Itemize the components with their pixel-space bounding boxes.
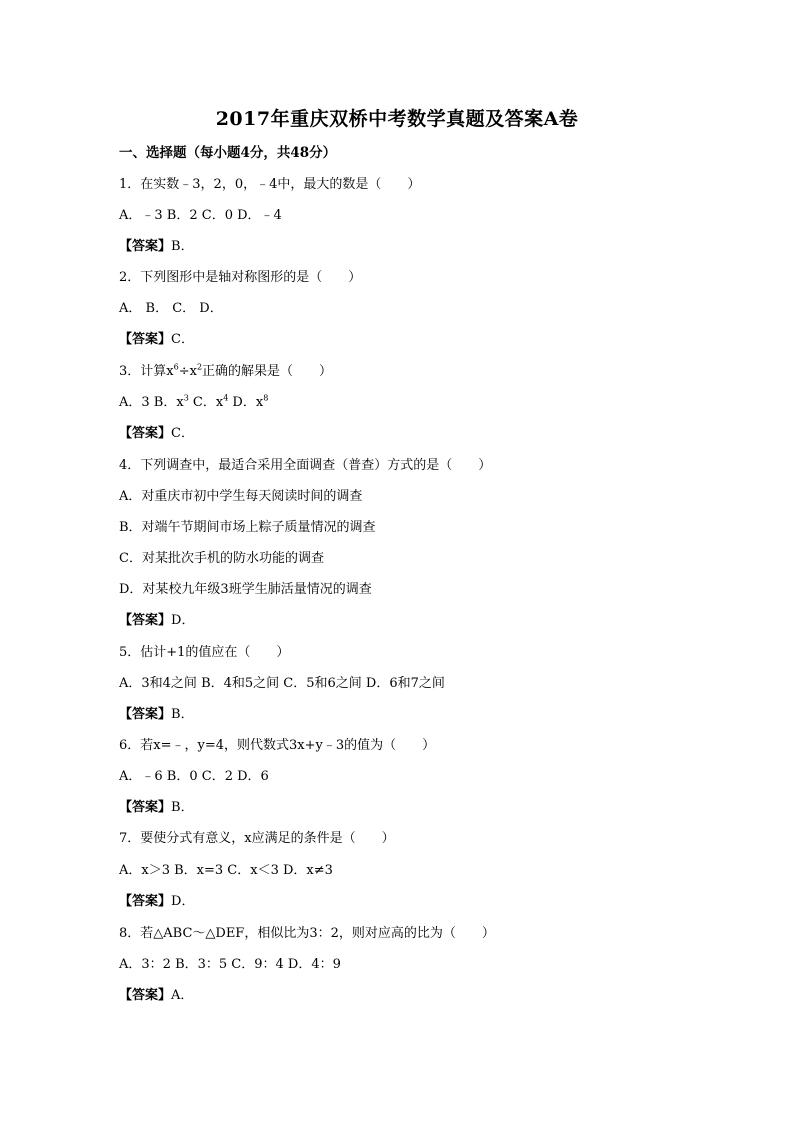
question-4-option-a: A．对重庆市初中学生每天阅读时间的调查	[119, 489, 363, 504]
question-8: 8．若△ABC～△DEF，相似比为3：2，则对应高的比为（ ）	[119, 926, 495, 941]
answer-value: A．	[171, 988, 194, 1003]
answer-label: 【答案】	[119, 894, 172, 909]
question-4: 4．下列调查中，最适合采用全面调查（普查）方式的是（ ）	[119, 458, 492, 473]
q3-opt-mid-2: D．x	[228, 395, 264, 410]
answer-label: 【答案】	[119, 800, 172, 815]
question-3	[119, 363, 332, 381]
answer-value: B．	[171, 800, 194, 815]
answer-label: 【答案】	[119, 613, 172, 628]
q3-opt-mid-1: C．x	[188, 395, 224, 410]
question-4-answer	[119, 612, 194, 630]
q3-exponent-2: 2	[196, 362, 203, 372]
question-6-options: A．﹣6 B．0 C．2 D．6	[119, 769, 269, 784]
answer-value: B．	[171, 707, 194, 722]
answer-value: B．	[171, 239, 194, 254]
document-title: 2017年重庆双桥中考数学真题及答案A卷	[215, 108, 579, 130]
question-4-option-c: C．对某批次手机的防水功能的调查	[119, 551, 324, 566]
section-header: 一、选择题（每小题4分，共48分）	[119, 145, 337, 161]
question-4-option-d: D．对某校九年级3班学生肺活量情况的调查	[119, 582, 372, 597]
question-1-answer	[119, 238, 194, 256]
question-4-option-b: B．对端午节期间市场上粽子质量情况的调查	[119, 520, 376, 535]
answer-value: D．	[171, 613, 195, 628]
answer-label: 【答案】	[119, 426, 172, 441]
question-5-options: A．3和4之间 B．4和5之间 C．5和6之间 D．6和7之间	[119, 676, 445, 691]
question-5-answer	[119, 706, 194, 724]
answer-value: D．	[171, 894, 195, 909]
answer-value: C．	[171, 332, 194, 347]
q3-opt-pre: A．3 B．x	[119, 395, 184, 410]
question-6-answer	[119, 799, 194, 817]
q3-opt-exp-3: 8	[263, 393, 269, 403]
q3-exponent-1: 6	[173, 362, 179, 372]
q3-text-pre: 3．计算x	[119, 364, 174, 379]
answer-value: C．	[171, 426, 194, 441]
answer-label: 【答案】	[119, 332, 172, 347]
answer-label: 【答案】	[119, 239, 172, 254]
answer-label: 【答案】	[119, 707, 172, 722]
question-5: 5．估计+1的值应在（ ）	[119, 645, 290, 660]
question-3-answer	[119, 425, 194, 443]
question-2: 2．下列图形中是轴对称图形的是（ ）	[119, 270, 362, 285]
question-8-options: A．3：2 B．3：5 C．9：4 D．4：9	[119, 957, 341, 972]
question-1-options: A．﹣3 B．2 C．0 D．﹣4	[119, 208, 282, 223]
question-2-answer	[119, 331, 194, 349]
question-2-options: A． B． C． D．	[119, 301, 223, 316]
question-7: 7．要使分式有意义，x应满足的条件是（ ）	[119, 831, 395, 846]
question-1: 1．在实数﹣3，2，0，﹣4中，最大的数是（ ）	[119, 177, 421, 192]
question-6: 6．若x=﹣，y=4，则代数式3x+y﹣3的值为（ ）	[119, 738, 436, 753]
question-8-answer	[119, 987, 193, 1005]
q3-opt-exp-2: 4	[223, 393, 229, 403]
question-7-options: A．x＞3 B．x=3 C．x＜3 D．x≠3	[119, 863, 333, 878]
q3-text-post: 正确的解果是（ ）	[202, 364, 333, 379]
question-3-options	[119, 394, 268, 412]
question-7-answer	[119, 893, 194, 911]
q3-opt-exp-1: 3	[183, 393, 189, 403]
answer-label: 【答案】	[119, 988, 172, 1003]
q3-text-mid: ÷x	[178, 364, 197, 379]
